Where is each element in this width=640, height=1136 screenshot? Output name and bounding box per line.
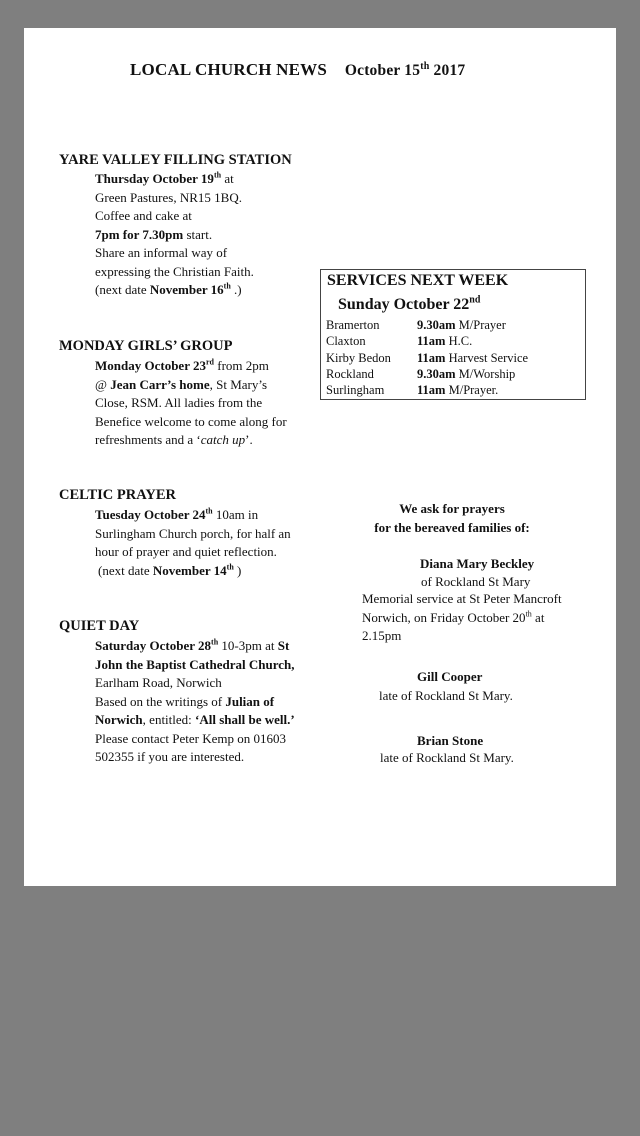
service-row-claxton: Claxton 11am H.C. — [326, 334, 473, 349]
services-title: SERVICES NEXT WEEK — [327, 272, 509, 289]
girls-section — [95, 357, 287, 450]
prayer-2-name: Gill Cooper — [417, 669, 483, 684]
services-box — [320, 269, 586, 400]
yare-line-1: Thursday October 19th at — [95, 170, 234, 186]
prayer-3-name: Brian Stone — [417, 733, 484, 748]
celtic-section — [95, 506, 291, 580]
quiet-line-3: Earlham Road, Norwich — [95, 675, 222, 690]
prayer-1-line-3: Norwich, on Friday October 20th at — [362, 609, 545, 625]
quiet-line-2: John the Baptist Cathedral Church, — [95, 656, 295, 672]
service-row-rockland: Rockland 9.30am M/Worship — [326, 366, 516, 381]
yare-section — [95, 170, 254, 300]
yare-line-5: Share an informal way of — [95, 245, 228, 260]
services-schedule — [326, 317, 528, 398]
yare-line-7: (next date November 16th .) — [95, 281, 242, 297]
title-date: October 15th 2017 — [344, 60, 466, 79]
quiet-line-5: Norwich, entitled: ‘All shall be well.’ — [95, 712, 295, 727]
service-row-kirby-bedon: Kirby Bedon 11am Harvest Service — [326, 350, 529, 365]
service-row-surlingham: Surlingham 11am M/Prayer. — [326, 383, 499, 398]
title-text: LOCAL CHURCH NEWS — [130, 60, 328, 79]
celtic-heading: CELTIC PRAYER — [59, 487, 176, 503]
quiet-heading: QUIET DAY — [59, 618, 140, 634]
girls-line-3: Close, RSM. All ladies from the — [95, 395, 263, 410]
celtic-line-4: (next date November 14th ) — [98, 562, 242, 578]
service-row-bramerton: Bramerton 9.30am M/Prayer — [326, 318, 506, 332]
girls-heading: MONDAY GIRLS’ GROUP — [59, 338, 233, 354]
yare-line-3: Coffee and cake at — [95, 208, 192, 223]
prayers-heading-2: for the bereaved families of: — [374, 519, 530, 535]
prayer-1-line-4: 2.15pm — [362, 628, 402, 643]
yare-line-6: expressing the Christian Faith. — [95, 263, 254, 279]
prayers-heading — [352, 500, 552, 537]
yare-line-2: Green Pastures, NR15 1BQ. — [95, 189, 242, 205]
page-title — [130, 60, 465, 80]
girls-line-1: Monday October 23rd from 2pm — [95, 357, 269, 373]
quiet-section — [95, 637, 295, 767]
quiet-line-4: Based on the writings of Julian of — [95, 693, 275, 709]
services-date: Sunday October 22nd — [338, 294, 481, 313]
prayers-heading-1: We ask for prayers — [399, 501, 505, 516]
quiet-line-7: 502355 if you are interested. — [95, 749, 245, 764]
prayer-1-name: Diana Mary Beckley — [420, 556, 535, 571]
quiet-line-6: Please contact Peter Kemp on 01603 — [95, 730, 286, 746]
girls-line-2: @ Jean Carr’s home, St Mary’s — [95, 376, 268, 392]
prayer-1-line-1: of Rockland St Mary — [421, 574, 531, 589]
prayer-1-line-2: Memorial service at St Peter Mancroft — [362, 591, 562, 606]
yare-heading: YARE VALLEY FILLING STATION — [59, 152, 292, 168]
yare-line-4: 7pm for 7.30pm start. — [95, 226, 213, 242]
quiet-line-1: Saturday October 28th 10-3pm at St — [95, 637, 290, 653]
girls-line-5: refreshments and a ‘catch up’. — [95, 432, 253, 447]
celtic-line-1: Tuesday October 24th 10am in — [95, 506, 259, 522]
prayer-2-line-1: late of Rockland St Mary. — [379, 688, 513, 703]
newsletter-page — [24, 28, 616, 886]
prayer-3-line-1: late of Rockland St Mary. — [380, 750, 514, 765]
celtic-line-3: hour of prayer and quiet reflection. — [95, 544, 277, 559]
prayer-1-details — [362, 590, 562, 646]
girls-line-4: Benefice welcome to come along for — [95, 413, 287, 429]
celtic-line-2: Surlingham Church porch, for half an — [95, 525, 291, 541]
